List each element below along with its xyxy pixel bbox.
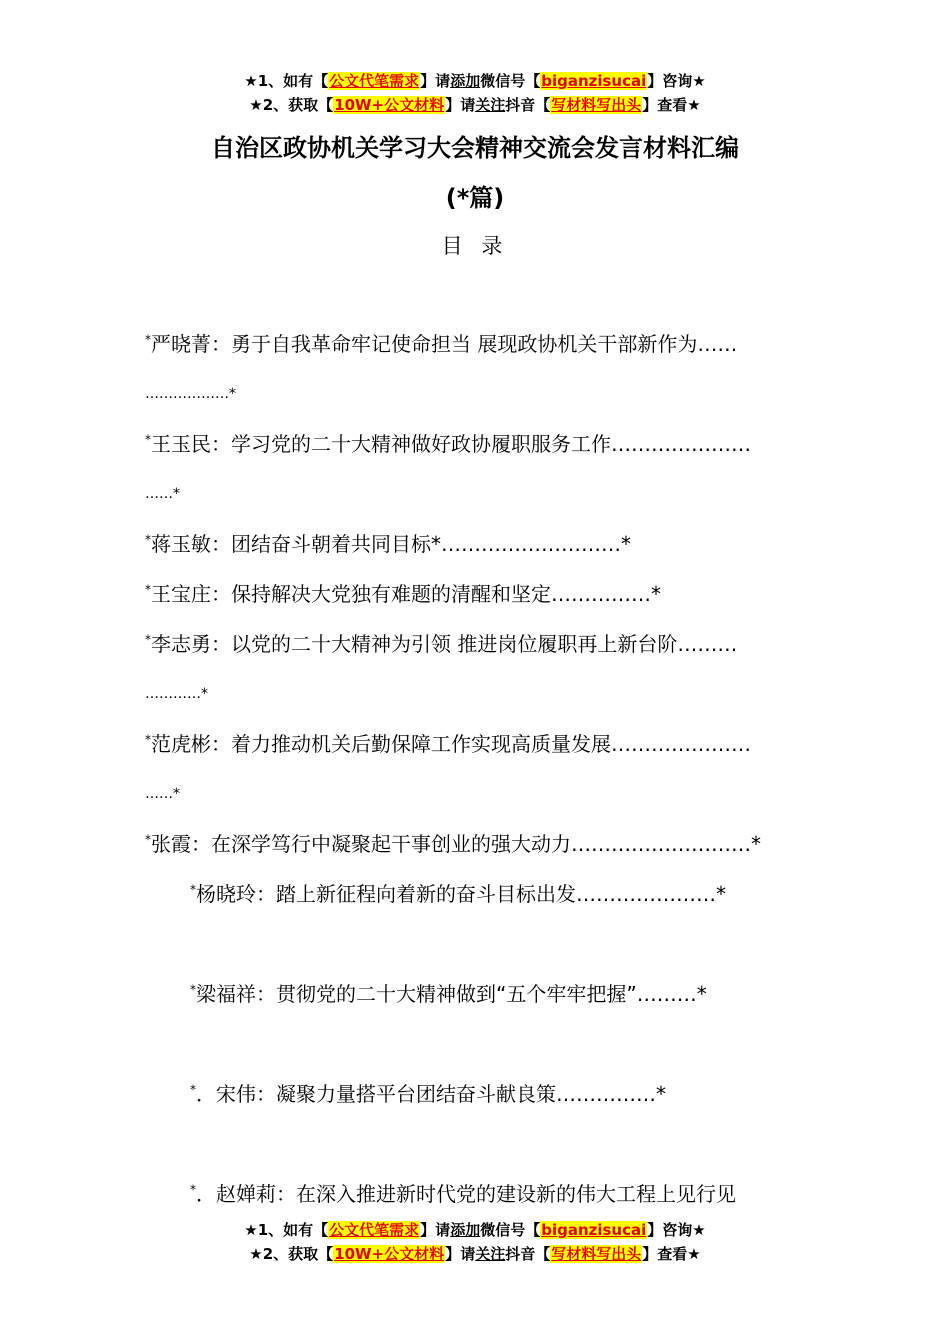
footer-banner-line-2: [0, 1243, 950, 1265]
toc-item-continuation: ………………*: [145, 386, 236, 402]
banner-highlight: 公文代笔需求: [329, 72, 420, 90]
toc-item-continuation: …………*: [145, 686, 208, 702]
toc-item: [145, 730, 751, 758]
toc-mark: *: [145, 582, 151, 597]
toc-text: 张霞：在深学笃行中凝聚起干事创业的强大动力………………………*: [151, 832, 761, 856]
banner-underline: 添加: [450, 72, 481, 90]
document-subtitle: (*篇): [445, 184, 505, 212]
toc-mark: *: [190, 1182, 196, 1197]
banner-text: 抖音【: [505, 96, 551, 114]
toc-mark: *: [145, 432, 151, 447]
banner-line-1: [0, 70, 950, 92]
banner-highlight: biganzisucai: [541, 1221, 647, 1239]
toc-item: [145, 630, 737, 658]
toc-text: 严晓菁：勇于自我革命牢记使命担当 展现政协机关干部新作为……: [151, 332, 738, 356]
banner-text: 】查看★: [642, 1245, 701, 1263]
toc-item: [190, 1080, 666, 1108]
banner-text: 】咨询★: [647, 72, 706, 90]
banner-text: 】咨询★: [647, 1221, 706, 1239]
toc-text: 蒋玉敏：团结奋斗朝着共同目标*………………………*: [151, 532, 631, 556]
footer-banner-line-1: [0, 1219, 950, 1241]
banner-highlight: 10W+公文材料: [334, 1245, 445, 1263]
toc-text: 杨晓玲：踏上新征程向着新的奋斗目标出发…………………*: [196, 882, 726, 906]
document-title: 自治区政协机关学习大会精神交流会发言材料汇编: [211, 134, 739, 162]
toc-item: [190, 1180, 736, 1208]
toc-mark: *: [145, 632, 151, 647]
toc-text: 范虎彬：着力推动机关后勤保障工作实现高质量发展…………………: [151, 732, 751, 756]
toc-item: [145, 430, 751, 458]
banner-text: ★1、如有【: [244, 1221, 329, 1239]
toc-mark: *: [190, 882, 196, 897]
banner-highlight: 写材料写出头: [551, 1245, 642, 1263]
toc-item: [145, 580, 661, 608]
banner-line-2: [0, 94, 950, 116]
banner-text: 微信号【: [480, 72, 541, 90]
banner-text: ★2、获取【: [249, 96, 334, 114]
toc-mark: *: [145, 332, 151, 347]
toc-text: 王宝庄：保持解决大党独有难题的清醒和坚定……………*: [151, 582, 661, 606]
toc-item-continuation: ……*: [145, 786, 180, 802]
banner-text: 】查看★: [642, 96, 701, 114]
banner-highlight: biganzisucai: [541, 72, 647, 90]
toc-text: ．赵婵莉：在深入推进新时代党的建设新的伟大工程上见行见: [196, 1182, 736, 1206]
banner-text: 】请: [445, 1245, 476, 1263]
toc-item-continuation: ……*: [145, 486, 180, 502]
toc-item: [145, 330, 737, 358]
toc-mark: *: [145, 532, 151, 547]
banner-text: 抖音【: [505, 1245, 551, 1263]
toc-text: 李志勇：以党的二十大精神为引领 推进岗位履职再上新台阶………: [151, 632, 738, 656]
banner-text: 】请: [420, 1221, 451, 1239]
toc-heading: 目 录: [441, 234, 509, 258]
toc-item: [145, 530, 631, 558]
toc-text: 王玉民：学习党的二十大精神做好政协履职服务工作…………………: [151, 432, 751, 456]
banner-text: ★2、获取【: [249, 1245, 334, 1263]
toc-item: [190, 880, 726, 908]
toc-text: ．宋伟：凝聚力量搭平台团结奋斗献良策……………*: [196, 1082, 666, 1106]
banner-underline: 关注: [475, 1245, 506, 1263]
banner-highlight: 公文代笔需求: [329, 1221, 420, 1239]
toc-item: [145, 830, 761, 858]
banner-text: 微信号【: [480, 1221, 541, 1239]
toc-item: [190, 980, 707, 1008]
toc-text: 梁福祥：贯彻党的二十大精神做到“五个牢牢把握”………*: [196, 982, 707, 1006]
banner-text: 】请: [445, 96, 476, 114]
toc-mark: *: [190, 1082, 196, 1097]
banner-underline: 关注: [475, 96, 506, 114]
banner-text: ★1、如有【: [244, 72, 329, 90]
toc-mark: *: [145, 832, 151, 847]
toc-mark: *: [190, 982, 196, 997]
banner-text: 】请: [420, 72, 451, 90]
banner-highlight: 10W+公文材料: [334, 96, 445, 114]
banner-underline: 添加: [450, 1221, 481, 1239]
banner-highlight: 写材料写出头: [551, 96, 642, 114]
toc-mark: *: [145, 732, 151, 747]
